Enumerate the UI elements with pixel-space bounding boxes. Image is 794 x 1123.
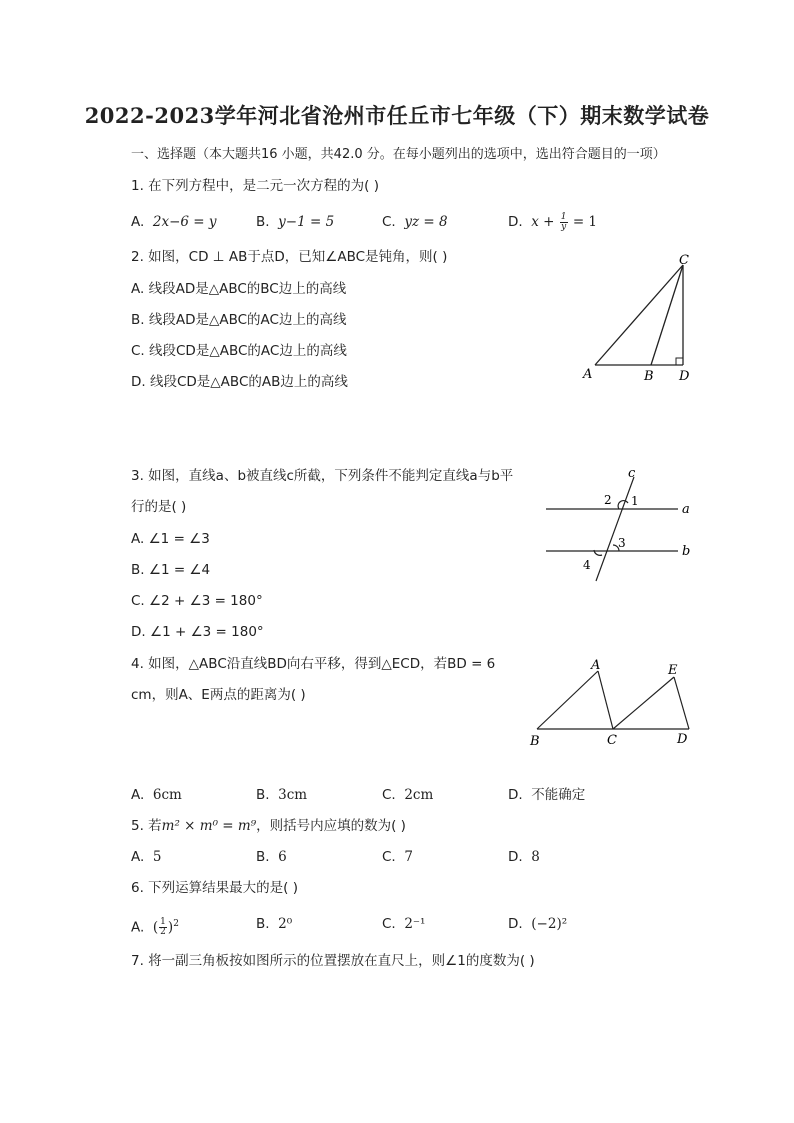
section-heading: 一、选择题（本大题共16 小题，共42.0 分。在每小题列出的选项中，选出符合题目的一项） — [131, 147, 666, 162]
q4-option-b-text: 3cm — [278, 787, 308, 803]
q4-option-b: B. 3cm — [256, 787, 308, 803]
q7-stem: 7. 将一副三角板按如图所示的位置摆放在直尺上，则∠1的度数为( ) — [131, 953, 535, 969]
page-title: 2022-2023学年河北省沧州市任丘市七年级（下）期末数学试卷 — [84, 103, 710, 128]
q4-stem-line2: cm，则A、E两点的距离为( ) — [131, 687, 306, 703]
q4-option-a: A. 6cm — [131, 787, 182, 803]
q1-option-b-text: y−1 = 5 — [278, 214, 335, 230]
q5-option-c: C. 7 — [382, 849, 413, 865]
q4-option-d-text: 不能确定 — [531, 787, 586, 803]
q2-option-a: A. 线段AD是△ABC的BC边上的高线 — [131, 281, 347, 297]
q2-option-b: B. 线段AD是△ABC的AC边上的高线 — [131, 312, 347, 328]
q3-stem-line2: 行的是( ) — [131, 499, 187, 515]
q2-stem: 2. 如图，CD ⊥ AB于点D，已知∠ABC是钝角，则( ) — [131, 249, 448, 265]
q3-stem-line1: 3. 如图，直线a、b被直线c所截，下列条件不能判定直线a与b平 — [131, 468, 514, 484]
q4-stem-line1: 4. 如图，△ABC沿直线BD向右平移，得到△ECD，若BD = 6 — [131, 656, 496, 672]
q3-option-c: C. ∠2 + ∠3 = 180° — [131, 593, 263, 609]
q6-stem: 6. 下列运算结果最大的是( ) — [131, 880, 298, 896]
q2-label-b: B — [644, 369, 654, 384]
q4-option-d: D. 不能确定 — [508, 787, 586, 803]
q1-option-a-text: 2x−6 = y — [152, 214, 217, 230]
q3-option-d: D. ∠1 + ∠3 = 180° — [131, 624, 264, 640]
q5-option-d: D. 8 — [508, 849, 540, 865]
q5-expression: m² × m⁰ = m⁹ — [161, 818, 257, 834]
q5-stem: 5. 若m² × m⁰ = m⁹，则括号内应填的数为( ) — [131, 818, 406, 834]
q3-label-3: 3 — [618, 536, 626, 550]
q1-option-c-text: yz = 8 — [404, 214, 448, 230]
q1-option-a: A. 2x−6 = y — [131, 214, 217, 230]
q3-label-b: b — [682, 544, 691, 559]
q2-option-c: C. 线段CD是△ABC的AC边上的高线 — [131, 343, 347, 359]
q4-label-e: E — [668, 663, 678, 678]
q3-label-1: 1 — [631, 494, 639, 508]
q4-option-c-text: 2cm — [404, 787, 434, 803]
q3-label-2: 2 — [604, 493, 612, 507]
q1-stem: 1. 在下列方程中，是二元一次方程的为( ) — [131, 178, 379, 194]
q4-label-a: A — [591, 658, 601, 673]
q6-option-c: C. 2⁻¹ — [382, 916, 426, 932]
q6-option-b: B. 2⁰ — [256, 916, 293, 932]
q6-option-a-fraction: $\frac{1}{2}$ — [160, 917, 166, 937]
q4-label-b: B — [530, 734, 540, 749]
q5-option-b: B. 6 — [256, 849, 287, 865]
q4-option-a-text: 6cm — [152, 787, 182, 803]
q3-option-b: B. ∠1 = ∠4 — [131, 562, 211, 578]
q5-option-a: A. 5 — [131, 849, 162, 865]
q6-option-a: A. ( $\frac{1}{2}$ )$^2$ — [131, 917, 179, 937]
q3-label-a: a — [682, 502, 690, 517]
q1-option-d: D. x + $\frac{1}{y}$ = 1 — [508, 211, 598, 232]
q2-option-d: D. 线段CD是△ABC的AB边上的高线 — [131, 374, 348, 390]
q4-option-c: C. 2cm — [382, 787, 434, 803]
q3-option-a: A. ∠1 = ∠3 — [131, 531, 210, 547]
q1-option-d-fraction: $\frac{1}{y}$ — [560, 211, 567, 232]
q3-label-4: 4 — [583, 558, 591, 572]
q6-option-d: D. (−2)² — [508, 916, 568, 932]
q2-label-d: D — [679, 369, 690, 384]
q4-label-c: C — [607, 733, 617, 748]
q4-label-d: D — [677, 732, 688, 747]
q4-translation-figure — [525, 655, 700, 750]
q1-option-c: C. yz = 8 — [382, 214, 448, 230]
q3-parallel-lines-figure — [540, 463, 700, 588]
q2-label-c: C — [679, 253, 689, 268]
q3-label-c: c — [628, 466, 636, 481]
q2-triangle-figure — [575, 250, 700, 385]
q2-label-a: A — [583, 367, 593, 382]
q1-option-b: B. y−1 = 5 — [256, 214, 335, 230]
